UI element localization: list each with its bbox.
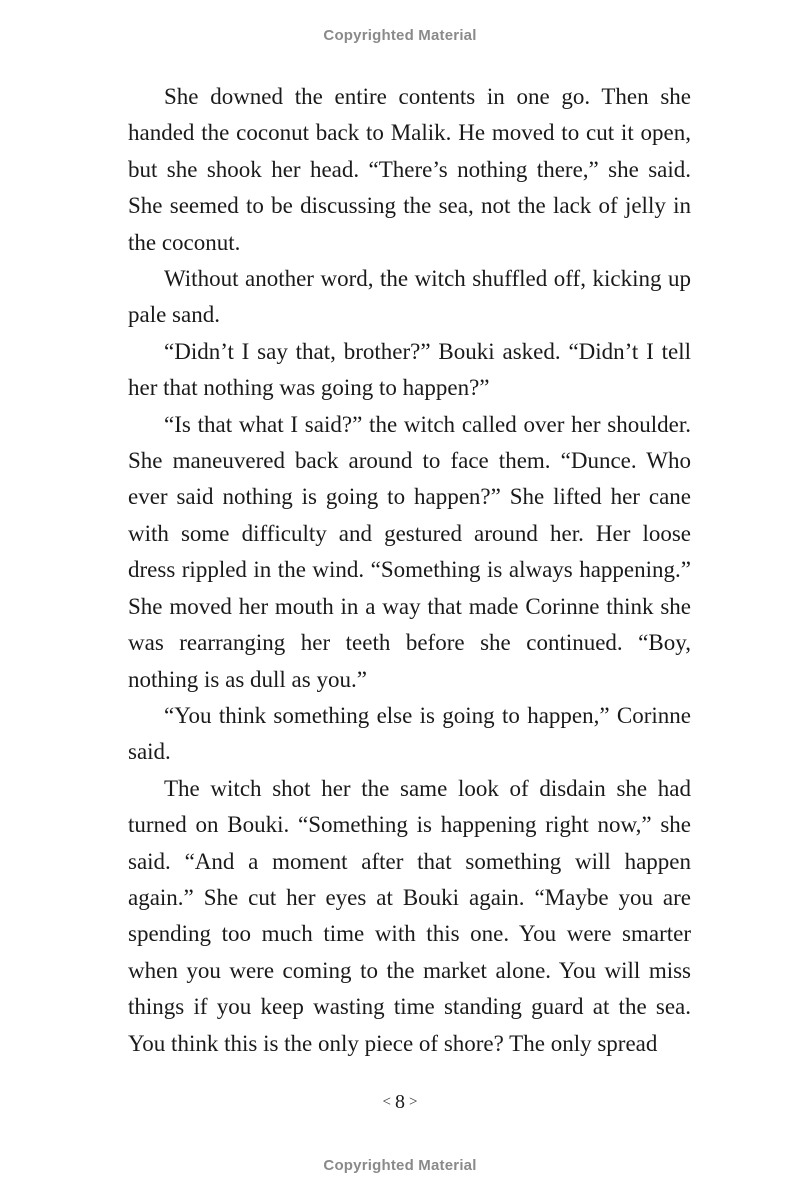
- paragraph-5: “You think something else is going to happen,” Corinne said.: [128, 702, 691, 765]
- paragraph-1: She downed the entire contents in one go. Then she handed the coconut back to Malik. He moved to cut it open, but she shook her head. “There’s nothing there,” she said. She seemed to be discussing the sea, not the lack of jelly in the coconut.: [128, 84, 691, 255]
- paragraph-6: The witch shot her the same look of disdain she had turned on Bouki. “Something is happening right now,” she said. “And a moment after that something will happen again.” She cut her eyes at Bouki again. “Maybe you are spending too much time with this one. You were smarter when you were coming to the market alone. You will miss things if you keep wasting time standing guard at the sea. You think this is the only piece of shore? The only spread: [128, 775, 691, 1056]
- page-number-value: 8: [395, 1091, 405, 1113]
- copyright-watermark-bottom: Copyrighted Material: [323, 1157, 477, 1174]
- right-ornament-icon: >: [409, 1094, 418, 1110]
- paragraph-4: “Is that what I said?” the witch called over her shoulder. She maneuvered back around to face them. “Dunce. Who ever said nothing is going to happen?” She lifted her cane with some difficulty and gestured around her. Her loose dress rippled in the wind. “Something is always happening.” She moved her mouth in a way that made Corinne think she was rearranging her teeth before she continued. “Boy, nothing is as dull as you.”: [128, 411, 691, 692]
- body-text: [128, 79, 691, 1062]
- copyright-watermark-top: Copyrighted Material: [323, 27, 477, 44]
- paragraph-2: Without another word, the witch shuffled off, kicking up pale sand.: [128, 266, 691, 328]
- page-number: [0, 1091, 800, 1114]
- left-ornament-icon: <: [382, 1094, 391, 1110]
- paragraph-3: “Didn’t I say that, brother?” Bouki asked. “Didn’t I tell her that nothing was going to happen?”: [128, 338, 691, 401]
